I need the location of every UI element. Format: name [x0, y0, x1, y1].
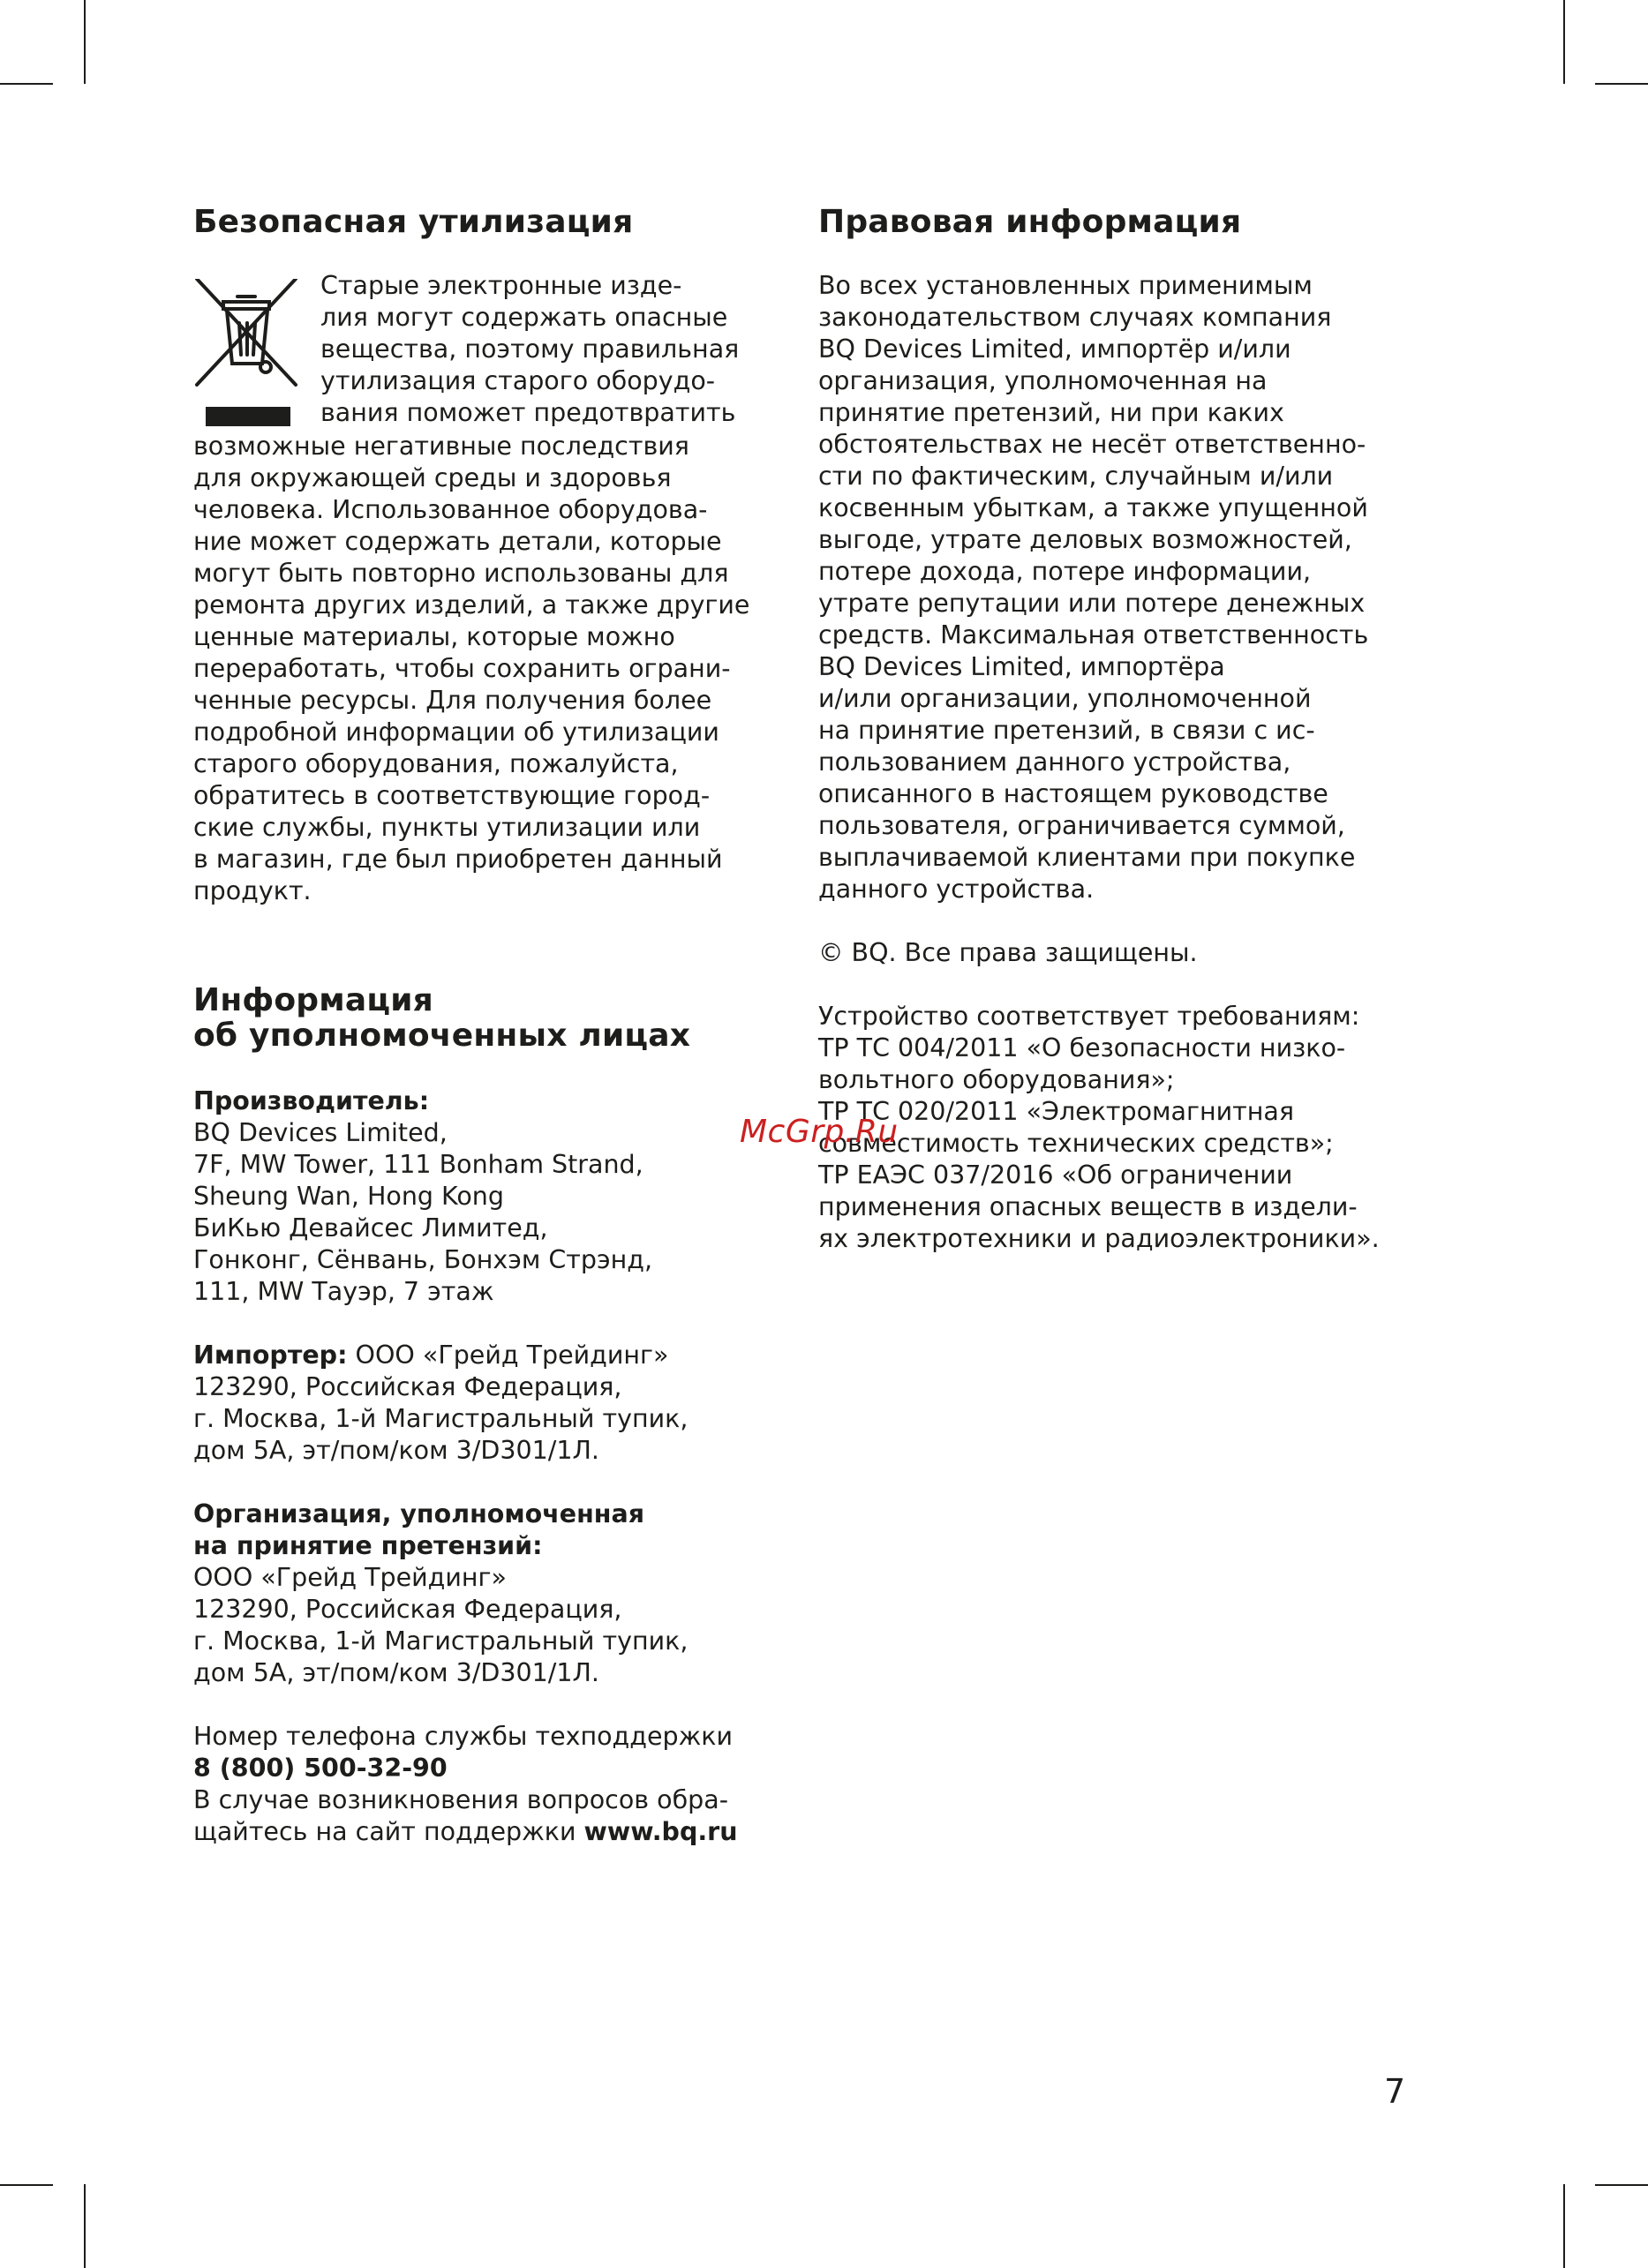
text-line: описанного в настоящем руководстве — [818, 779, 1328, 808]
text-line: на принятие претензий, в связи с ис- — [818, 716, 1315, 745]
compliance-text — [818, 1001, 1436, 1255]
text-line: принятие претензий, ни при каких — [818, 398, 1284, 427]
text-line: В случае возникновения вопросов обра- — [193, 1785, 728, 1814]
text-line: выгоде, утрате деловых возможностей, — [818, 525, 1352, 554]
text-line: применения опасных веществ в издели- — [818, 1192, 1358, 1221]
crop-mark — [84, 2184, 86, 2268]
text-line: вольтного оборудования»; — [818, 1065, 1175, 1094]
text-line: дом 5А, эт/пом/ком 3/D301/1Л. — [193, 1658, 599, 1687]
text-line: косвенным убыткам, а также упущенной — [818, 493, 1368, 522]
text-line: в магазин, где был приобретен данный — [193, 845, 723, 874]
text-line: выплачиваемой клиентами при покупке — [818, 843, 1356, 872]
authorized-persons-title — [193, 983, 783, 1054]
crop-mark — [1563, 2184, 1565, 2268]
support-phone: 8 (800) 500-32-90 — [193, 1754, 448, 1783]
text-line: лия могут содержать опасные — [320, 303, 728, 332]
text-line: средств. Максимальная ответственность — [818, 620, 1369, 650]
text-line: и/или организации, уполномоченной — [818, 684, 1312, 713]
crop-mark — [1595, 83, 1648, 85]
support-block — [193, 1721, 783, 1848]
claims-organization-block — [193, 1498, 783, 1689]
text-line: данного устройства. — [818, 875, 1095, 904]
crop-mark — [1563, 0, 1565, 84]
crop-mark — [0, 83, 53, 85]
text-line: пользователя, ограничивается суммой, — [818, 811, 1345, 840]
crop-mark — [84, 0, 86, 84]
manufacturer-block — [193, 1085, 783, 1308]
text-line: ремонта других изделий, а также другие — [193, 590, 750, 620]
text-line: человека. Использованное оборудова- — [193, 495, 708, 524]
text-line: Гонконг, Сёнвань, Бонхэм Стрэнд, — [193, 1245, 653, 1274]
text-line: совместимость технических средств»; — [818, 1129, 1334, 1158]
text-line: потере дохода, потере информации, — [818, 557, 1312, 586]
text-line: BQ Devices Limited, импортёр и/или — [818, 334, 1291, 364]
crop-mark — [0, 2184, 53, 2186]
claims-label: Организация, уполномоченная — [193, 1499, 645, 1528]
text-line: для окружающей среды и здоровья — [193, 463, 672, 492]
text-line: законодательством случаях компания — [818, 303, 1332, 332]
text-line: BQ Devices Limited, импортёра — [818, 652, 1225, 681]
copyright-notice: © BQ. Все права защищены. — [818, 938, 1198, 967]
legal-info-title: Правовая информация — [818, 204, 1242, 240]
text-line: вещества, поэтому правильная — [320, 334, 740, 364]
text-line: старого оборудования, пожалуйста, — [193, 749, 679, 778]
support-site-link[interactable]: www.bq.ru — [583, 1817, 738, 1846]
text-line: щайтесь на сайт поддержки — [193, 1817, 584, 1846]
text-line: 123290, Российская Федерация, — [193, 1595, 622, 1624]
text-line: ТР ЕАЭС 037/2016 «Об ограничении — [818, 1160, 1293, 1190]
text-line: пользованием данного устройства, — [818, 747, 1291, 777]
text-line: продукт. — [193, 876, 312, 905]
text-line: ООО «Грейд Трейдинг» — [193, 1563, 507, 1592]
text-line: сти по фактическим, случайным и/или — [818, 462, 1334, 491]
text-line: 111, MW Тауэр, 7 этаж — [193, 1277, 494, 1306]
crossed-out-wheelie-bin-icon — [193, 279, 299, 431]
text-line: возможные негативные последствия — [193, 432, 689, 461]
text-line: Старые электронные изде- — [320, 271, 682, 300]
text-line: ские службы, пункты утилизации или — [193, 813, 701, 842]
text-line: подробной информации об утилизации — [193, 717, 719, 747]
text-line: утрате репутации или потере денежных — [818, 589, 1366, 618]
text-line: переработать, чтобы сохранить ограни- — [193, 654, 731, 683]
text-line: вания поможет предотвратить — [320, 398, 736, 427]
text-line: ченные ресурсы. Для получения более — [193, 686, 712, 715]
text-line: БиКью Девайсес Лимитед, — [193, 1213, 548, 1243]
watermark: McGrp.Ru — [740, 1114, 899, 1150]
right-column — [818, 205, 1436, 1255]
text-line: обстоятельствах не несёт ответственно- — [818, 430, 1366, 459]
left-column — [193, 205, 783, 1848]
text-line: ях электротехники и радиоэлектроники». — [818, 1224, 1380, 1253]
text-line: Устройство соответствует требованиям: — [818, 1002, 1360, 1031]
text-line: ние может содержать детали, которые — [193, 527, 722, 556]
crop-mark — [1595, 2184, 1648, 2186]
text-line: утилизация старого оборудо- — [320, 366, 716, 395]
title-line: Информация — [193, 982, 433, 1018]
text-line: дом 5А, эт/пом/ком 3/D301/1Л. — [193, 1436, 599, 1465]
claims-label: на принятие претензий: — [193, 1531, 543, 1560]
text-line: г. Москва, 1-й Магистральный тупик, — [193, 1626, 689, 1656]
text-line: Во всех установленных применимым — [818, 271, 1313, 300]
text-line: ТР ТС 020/2011 «Электромагнитная — [818, 1097, 1294, 1126]
text-line: могут быть повторно использованы для — [193, 559, 729, 588]
manufacturer-label: Производитель: — [193, 1086, 430, 1115]
importer-name: ООО «Грейд Трейдинг» — [347, 1341, 669, 1370]
text-line: обратитесь в соответствующие город- — [193, 781, 711, 810]
support-text: Номер телефона службы техподдержки — [193, 1722, 733, 1751]
text-line: 123290, Российская Федерация, — [193, 1372, 622, 1401]
title-line: об уполномоченных лицах — [193, 1018, 691, 1054]
text-line: организация, уполномоченная на — [818, 366, 1268, 395]
page-number: 7 — [1384, 2072, 1406, 2111]
text-line: ценные материалы, которые можно — [193, 622, 675, 651]
importer-block — [193, 1340, 783, 1467]
importer-label: Импортер: — [193, 1341, 348, 1370]
safe-disposal-title: Безопасная утилизация — [193, 204, 634, 240]
safe-disposal-section — [193, 270, 783, 907]
text-line: Sheung Wan, Hong Kong — [193, 1182, 504, 1211]
text-line: ТР ТС 004/2011 «О безопасности низко- — [818, 1033, 1346, 1063]
text-line: BQ Devices Limited, — [193, 1118, 448, 1147]
text-line: 7F, MW Tower, 111 Bonham Strand, — [193, 1150, 643, 1179]
text-line: г. Москва, 1-й Магистральный тупик, — [193, 1404, 689, 1433]
legal-text — [818, 270, 1436, 905]
